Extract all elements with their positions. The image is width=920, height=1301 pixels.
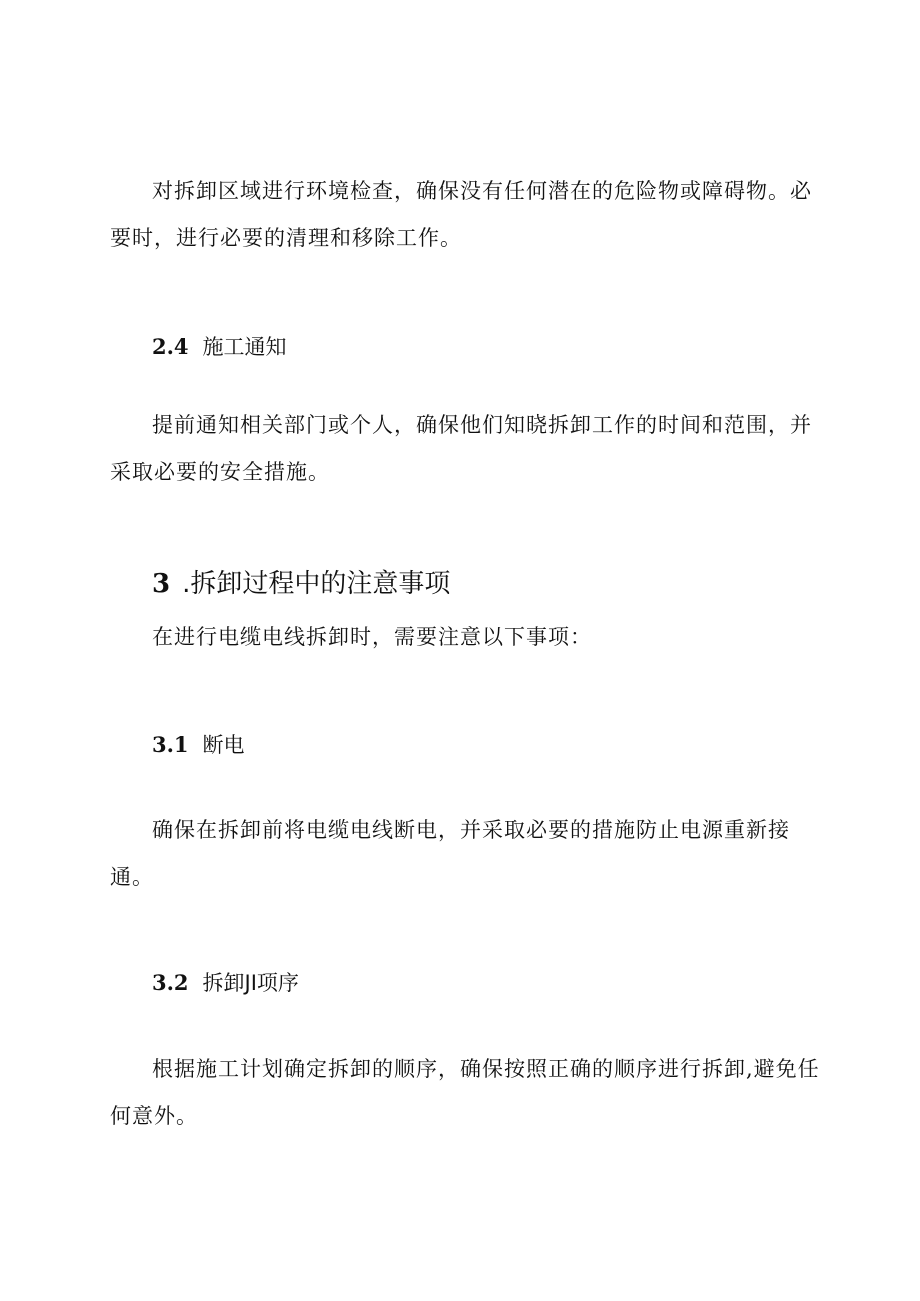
subheading-title: 断电 <box>202 733 245 757</box>
subheading-number: 3.1 <box>152 732 189 757</box>
subheading-3-2 <box>152 968 299 998</box>
subheading-title: 施工通知 <box>202 335 287 359</box>
subheading-number: 3.2 <box>152 970 189 995</box>
paragraph-environment-check: 对拆卸区域进行环境检查，确保没有任何潜在的危险物或障碍物。必要时，进行必要的清理和移除工作。 <box>110 179 812 250</box>
section-number: 3 <box>152 569 171 599</box>
paragraph-removal-order: 根据施工计划确定拆卸的顺序，确保按照正确的顺序进行拆卸,避免任何意外。 <box>110 1057 820 1128</box>
section-heading-3 <box>152 566 450 602</box>
subheading-number: 2.4 <box>152 334 189 359</box>
section-title: .拆卸过程中的注意事项 <box>182 569 451 599</box>
subheading-3-1 <box>152 730 245 760</box>
paragraph-construction-notice: 提前通知相关部门或个人，确保他们知晓拆卸工作的时间和范围，并采取必要的安全措施。 <box>110 413 812 484</box>
subheading-2-4 <box>152 332 287 362</box>
subheading-title: 拆卸JI项序 <box>202 971 299 995</box>
paragraph-attention-intro: 在进行电缆电线拆卸时，需要注意以下事项： <box>152 625 592 649</box>
paragraph-power-off: 确保在拆卸前将电缆电线断电，并采取必要的措施防止电源重新接通。 <box>110 818 790 889</box>
